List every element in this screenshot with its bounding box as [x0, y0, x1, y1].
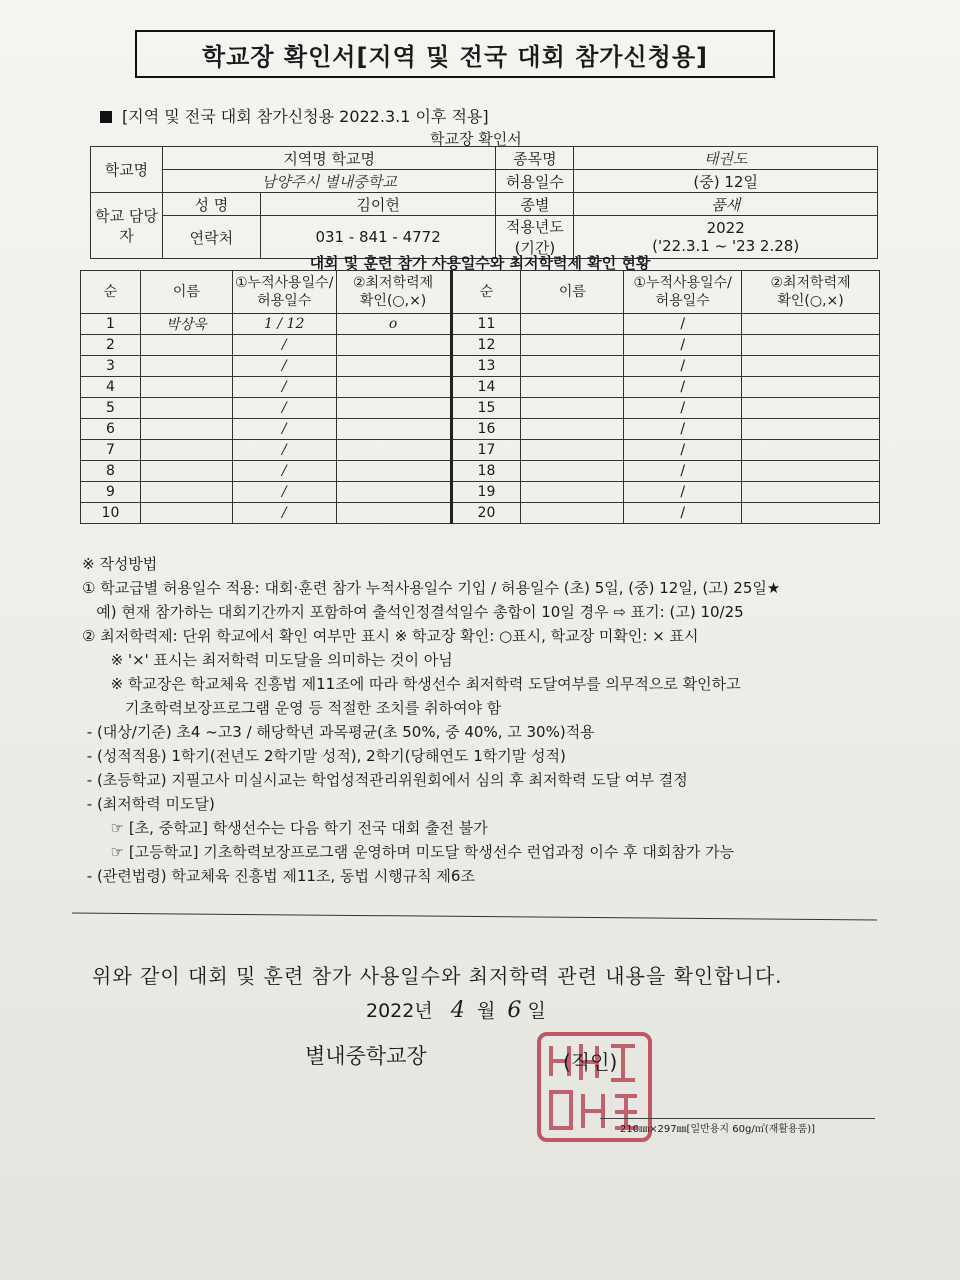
- instruction-line: 기초학력보장프로그램 운영 등 적절한 조치를 취하여야 함: [82, 699, 502, 717]
- table-row: [81, 335, 880, 356]
- date-day-label: 일: [527, 1000, 546, 1022]
- row-no: 10: [81, 503, 141, 524]
- row-check-right: [742, 398, 880, 419]
- category-value: 품새: [574, 193, 878, 216]
- document-title: 학교장 확인서[지역 및 전국 대회 참가신청용]: [135, 30, 775, 78]
- row-days: 1 / 12: [232, 314, 336, 335]
- row-no: 7: [81, 440, 141, 461]
- row-name-right: [521, 461, 624, 482]
- row-check: [336, 356, 451, 377]
- header-days-right-line2: 허용일수: [655, 293, 710, 309]
- row-check-right: [742, 503, 880, 524]
- allowed-days-label: 허용일수: [496, 170, 574, 193]
- period-label: (기간): [514, 239, 556, 257]
- school-info-table: [90, 146, 878, 259]
- row-no-right: 11: [451, 314, 521, 335]
- row-days: /: [232, 335, 336, 356]
- instruction-line: 예) 현재 참가하는 대회기간까지 포함하여 출석인정결석일수 총합이 10일 경우 ⇨ 표기: (고) 10/25: [82, 603, 744, 621]
- row-no-right: 17: [451, 440, 521, 461]
- row-check-right: [742, 377, 880, 398]
- table-header-row: [81, 271, 880, 314]
- applicability-note: [100, 104, 489, 127]
- row-name: 박상욱: [140, 314, 232, 335]
- principal-title: 별내중학교장: [305, 1044, 427, 1068]
- header-no: 순: [81, 271, 141, 314]
- row-days-right: /: [624, 482, 742, 503]
- table-row: [81, 503, 880, 524]
- row-days: /: [232, 440, 336, 461]
- row-no: 6: [81, 419, 141, 440]
- row-no: 8: [81, 461, 141, 482]
- instructions-heading: ※ 작성방법: [82, 555, 158, 573]
- row-check-right: [742, 335, 880, 356]
- row-check: [336, 398, 451, 419]
- header-name: 이름: [140, 271, 232, 314]
- manager-label: 학교 담당자: [91, 193, 163, 259]
- contact-label: 연락처: [162, 216, 260, 259]
- row-no-right: 12: [451, 335, 521, 356]
- writing-instructions: [82, 552, 882, 888]
- row-days-right: /: [624, 335, 742, 356]
- row-name-right: [521, 440, 624, 461]
- row-no: 2: [81, 335, 141, 356]
- row-days: /: [232, 377, 336, 398]
- table-row: [81, 482, 880, 503]
- instruction-line: - (최저학력 미도달): [82, 795, 215, 813]
- row-no-right: 15: [451, 398, 521, 419]
- signing-date: [366, 996, 546, 1023]
- row-days-right: /: [624, 377, 742, 398]
- year-label: 적용년도: [505, 218, 564, 236]
- row-days-right: /: [624, 461, 742, 482]
- instruction-line: - (관련법령) 학교체육 진흥법 제11조, 동법 시행규칙 제6조: [82, 867, 475, 885]
- row-days: /: [232, 503, 336, 524]
- header-no-right: 순: [451, 271, 521, 314]
- row-check: [336, 335, 451, 356]
- date-year: 2022년: [366, 1000, 433, 1022]
- applicability-note-text: [지역 및 전국 대회 참가신청용 2022.3.1 이후 적용]: [122, 107, 489, 126]
- date-month: 4: [450, 998, 465, 1023]
- row-name: [140, 503, 232, 524]
- footer-line: [600, 1118, 875, 1119]
- row-days: /: [232, 461, 336, 482]
- square-bullet-icon: [100, 111, 112, 123]
- row-days-right: /: [624, 398, 742, 419]
- row-no-right: 13: [451, 356, 521, 377]
- table-row: [81, 419, 880, 440]
- row-no-right: 16: [451, 419, 521, 440]
- instruction-line: - (성적적용) 1학기(전년도 2학기말 성적), 2학기(당해연도 1학기말 성적): [82, 747, 566, 765]
- row-name-right: [521, 314, 624, 335]
- row-days-right: /: [624, 314, 742, 335]
- row-check: [336, 461, 451, 482]
- row-no-right: 18: [451, 461, 521, 482]
- header-days-line1: ①누적사용일수/: [235, 275, 334, 291]
- row-no: 4: [81, 377, 141, 398]
- header-check-right-line1: ②최저학력제: [770, 275, 851, 291]
- instruction-line: ① 학교급별 허용일수 적용: 대회·훈련 참가 누적사용일수 기입 / 허용일수 (초) 5일, (중) 12일, (고) 25일★: [82, 579, 781, 597]
- table-row: [81, 377, 880, 398]
- row-name: [140, 398, 232, 419]
- row-check: [336, 503, 451, 524]
- date-day: 6: [507, 998, 522, 1023]
- row-check-right: [742, 356, 880, 377]
- participation-table: [80, 270, 880, 524]
- row-check: [336, 377, 451, 398]
- row-check-right: [742, 482, 880, 503]
- row-days-right: /: [624, 503, 742, 524]
- header-days-right: [624, 271, 742, 314]
- row-name: [140, 377, 232, 398]
- header-check-line1: ②최저학력제: [352, 275, 434, 291]
- row-name-right: [521, 356, 624, 377]
- header-check-right-line2: 확인(○,×): [777, 293, 844, 309]
- row-no: 3: [81, 356, 141, 377]
- row-check: [336, 419, 451, 440]
- instruction-line: ※ '×' 표시는 최저학력 미도달을 의미하는 것이 아님: [82, 651, 453, 669]
- row-check: [336, 440, 451, 461]
- name-label: 성 명: [162, 193, 260, 216]
- row-days-right: /: [624, 440, 742, 461]
- header-name-right: 이름: [521, 271, 624, 314]
- category-label: 종별: [496, 193, 574, 216]
- row-no-right: 19: [451, 482, 521, 503]
- instruction-line: ☞ [초, 중학교] 학생선수는 다음 학기 전국 대회 출전 불가: [82, 819, 488, 837]
- header-check-line2: 확인(○,×): [359, 293, 427, 309]
- row-days-right: /: [624, 356, 742, 377]
- confirmation-subtitle: 학교장 확인서: [430, 130, 522, 148]
- row-name-right: [521, 419, 624, 440]
- row-check-right: [742, 419, 880, 440]
- row-name-right: [521, 377, 624, 398]
- table-row: [81, 461, 880, 482]
- row-name-right: [521, 335, 624, 356]
- divider-line: [72, 912, 877, 920]
- row-check-right: [742, 461, 880, 482]
- year-value: 2022: [706, 219, 745, 237]
- header-days-line2: 허용일수: [257, 293, 312, 309]
- name-value: 김이헌: [260, 193, 496, 216]
- table-row: [81, 356, 880, 377]
- instruction-line: - (초등학교) 지필고사 미실시교는 학업성적관리위원회에서 심의 후 최저학력 도달 여부 결정: [82, 771, 688, 789]
- period-value: ('22.3.1 ~ '23 2.28): [652, 237, 800, 255]
- school-value: 남양주시 별내중학교: [162, 170, 496, 193]
- event-label: 종목명: [496, 147, 574, 170]
- table-row: [81, 398, 880, 419]
- row-days: /: [232, 482, 336, 503]
- instruction-line: ※ 학교장은 학교체육 진흥법 제11조에 따라 학생선수 최저학력 도달여부를 의무적으로 확인하고: [82, 675, 741, 693]
- school-header: 지역명 학교명: [162, 147, 496, 170]
- row-no-right: 20: [451, 503, 521, 524]
- seal-label: (직인): [563, 1050, 618, 1074]
- row-name: [140, 482, 232, 503]
- row-name-right: [521, 503, 624, 524]
- header-days: [232, 271, 336, 314]
- row-no-right: 14: [451, 377, 521, 398]
- row-check-right: [742, 314, 880, 335]
- row-no: 5: [81, 398, 141, 419]
- row-days-right: /: [624, 419, 742, 440]
- paper-spec: 210㎜×297㎜[일반용지 60g/㎡(재활용품)]: [620, 1124, 816, 1135]
- allowed-days-value: (중) 12일: [574, 170, 878, 193]
- row-check: o: [336, 314, 451, 335]
- instruction-line: - (대상/기준) 초4 ~고3 / 해당학년 과목평균(초 50%, 중 40%, 고 30%)적용: [82, 723, 595, 741]
- section-title: 대회 및 훈련 참가 사용일수와 최저학력제 확인 현황: [309, 254, 651, 272]
- instruction-line: ☞ [고등학교] 기초학력보장프로그램 운영하며 미도달 학생선수 런업과정 이수 후 대회참가 가능: [82, 843, 735, 861]
- event-value: 태권도: [574, 147, 878, 170]
- row-days: /: [232, 398, 336, 419]
- row-name-right: [521, 398, 624, 419]
- row-no: 1: [81, 314, 141, 335]
- table-row: [81, 314, 880, 335]
- row-no: 9: [81, 482, 141, 503]
- date-month-label: 월: [476, 1000, 496, 1022]
- row-check-right: [742, 440, 880, 461]
- row-name: [140, 461, 232, 482]
- instruction-line: ② 최저학력제: 단위 학교에서 확인 여부만 표시 ※ 학교장 확인: ○표시, 학교장 미확인: × 표시: [82, 627, 699, 645]
- row-name: [140, 335, 232, 356]
- header-check: [336, 271, 451, 314]
- contact-value: 031 - 841 - 4772: [260, 216, 496, 259]
- confirmation-statement: 위와 같이 대회 및 훈련 참가 사용일수와 최저학력 관련 내용을 확인합니다.: [92, 964, 783, 988]
- row-days: /: [232, 356, 336, 377]
- row-name: [140, 419, 232, 440]
- header-check-right: [742, 271, 880, 314]
- school-label: 학교명: [91, 147, 163, 193]
- header-days-right-line1: ①누적사용일수/: [633, 275, 732, 291]
- row-check: [336, 482, 451, 503]
- row-name-right: [521, 482, 624, 503]
- row-name: [140, 440, 232, 461]
- row-name: [140, 356, 232, 377]
- row-days: /: [232, 419, 336, 440]
- table-row: [81, 440, 880, 461]
